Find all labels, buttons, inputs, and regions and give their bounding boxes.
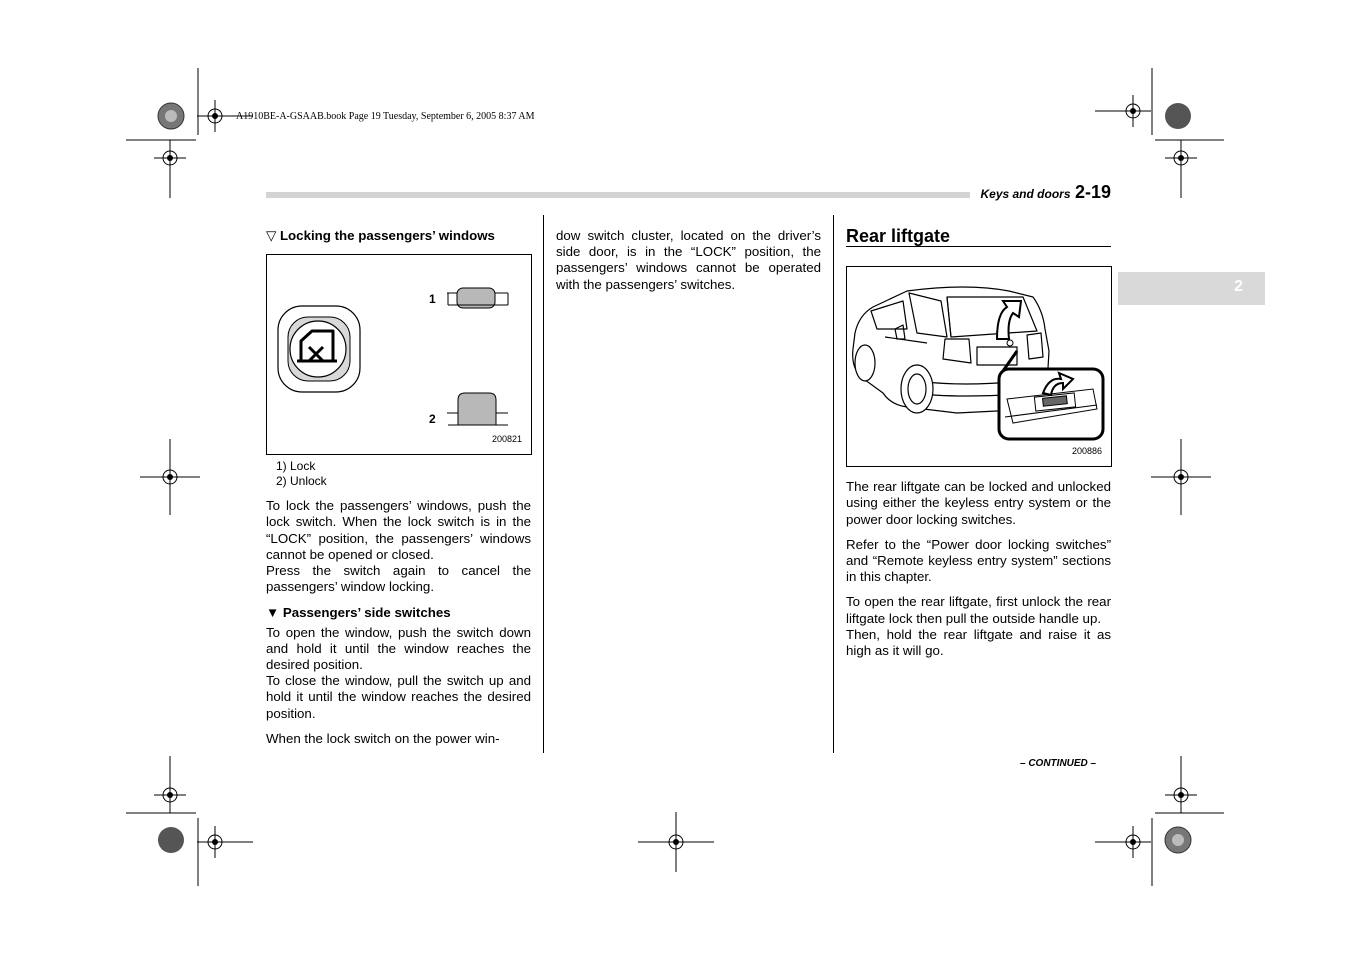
chapter-tab-number: 2 <box>1234 278 1243 295</box>
paragraph: To open the rear liftgate, first unlock the rear liftgate lock then pull the outside handle up. <box>846 594 1111 626</box>
paragraph: dow switch cluster, located on the driver’s side door, is in the “LOCK” position, the passengers’ windows cannot be operated with the passengers’ switches. <box>556 228 821 292</box>
paragraph: The rear liftgate can be locked and unlocked using either the keyless entry system or the power door locking switches. <box>846 479 1111 527</box>
column-1 <box>266 228 531 747</box>
lock-switch-illustration <box>267 255 531 454</box>
open-triangle-icon: ▽ <box>266 228 277 243</box>
rear-liftgate-illustration <box>847 267 1111 466</box>
page-number: 2-19 <box>1074 182 1111 202</box>
subheading-locking-windows: ▽ Locking the passengers’ windows <box>266 228 495 243</box>
paragraph: Press the switch again to cancel the passengers’ window locking. <box>266 563 531 595</box>
figure-legend <box>276 459 531 489</box>
section-name: Keys and doors <box>980 187 1071 201</box>
solid-triangle-icon: ▼ <box>266 605 280 621</box>
print-header: A1910BE-A-GSAAB.book Page 19 Tuesday, September 6, 2005 8:37 AM <box>236 111 535 122</box>
figure-code: 200886 <box>1071 446 1102 456</box>
subheading-side-switches: ▼ Passengers’ side switches <box>266 605 451 621</box>
legend-item-unlock: 2) Unlock <box>276 474 327 489</box>
running-header <box>980 182 1111 203</box>
paragraph: Refer to the “Power door locking switches” and “Remote keyless entry system” sections in this chapter. <box>846 536 1111 585</box>
continued-marker: – CONTINUED – <box>1020 758 1097 769</box>
paragraph: To close the window, pull the switch up and hold it until the window reaches the desired position. <box>266 673 531 721</box>
paragraph: When the lock switch on the power win- <box>266 730 500 746</box>
callout-1: 1 <box>429 292 436 307</box>
section-title: Rear liftgate <box>846 228 1111 247</box>
header-rule <box>266 192 970 198</box>
column-divider-1 <box>543 215 544 753</box>
callout-2: 2 <box>429 412 436 427</box>
column-2 <box>556 228 821 293</box>
paragraph: Then, hold the rear liftgate and raise it as high as it will go. <box>846 626 1111 659</box>
column-3 <box>846 228 1111 659</box>
column-divider-2 <box>833 215 834 753</box>
legend-item-lock: 1) Lock <box>276 459 316 474</box>
chapter-tab <box>1118 272 1265 305</box>
paragraph: To open the window, push the switch down and hold it until the window reaches the desired position. <box>266 624 531 673</box>
figure-lock-switch <box>266 254 532 455</box>
figure-rear-liftgate <box>846 266 1112 467</box>
paragraph: To lock the passengers’ windows, push the lock switch. When the lock switch is in the “LOCK” position, the passengers’ windows cannot be opened or closed. <box>266 498 531 562</box>
figure-code: 200821 <box>491 434 522 444</box>
